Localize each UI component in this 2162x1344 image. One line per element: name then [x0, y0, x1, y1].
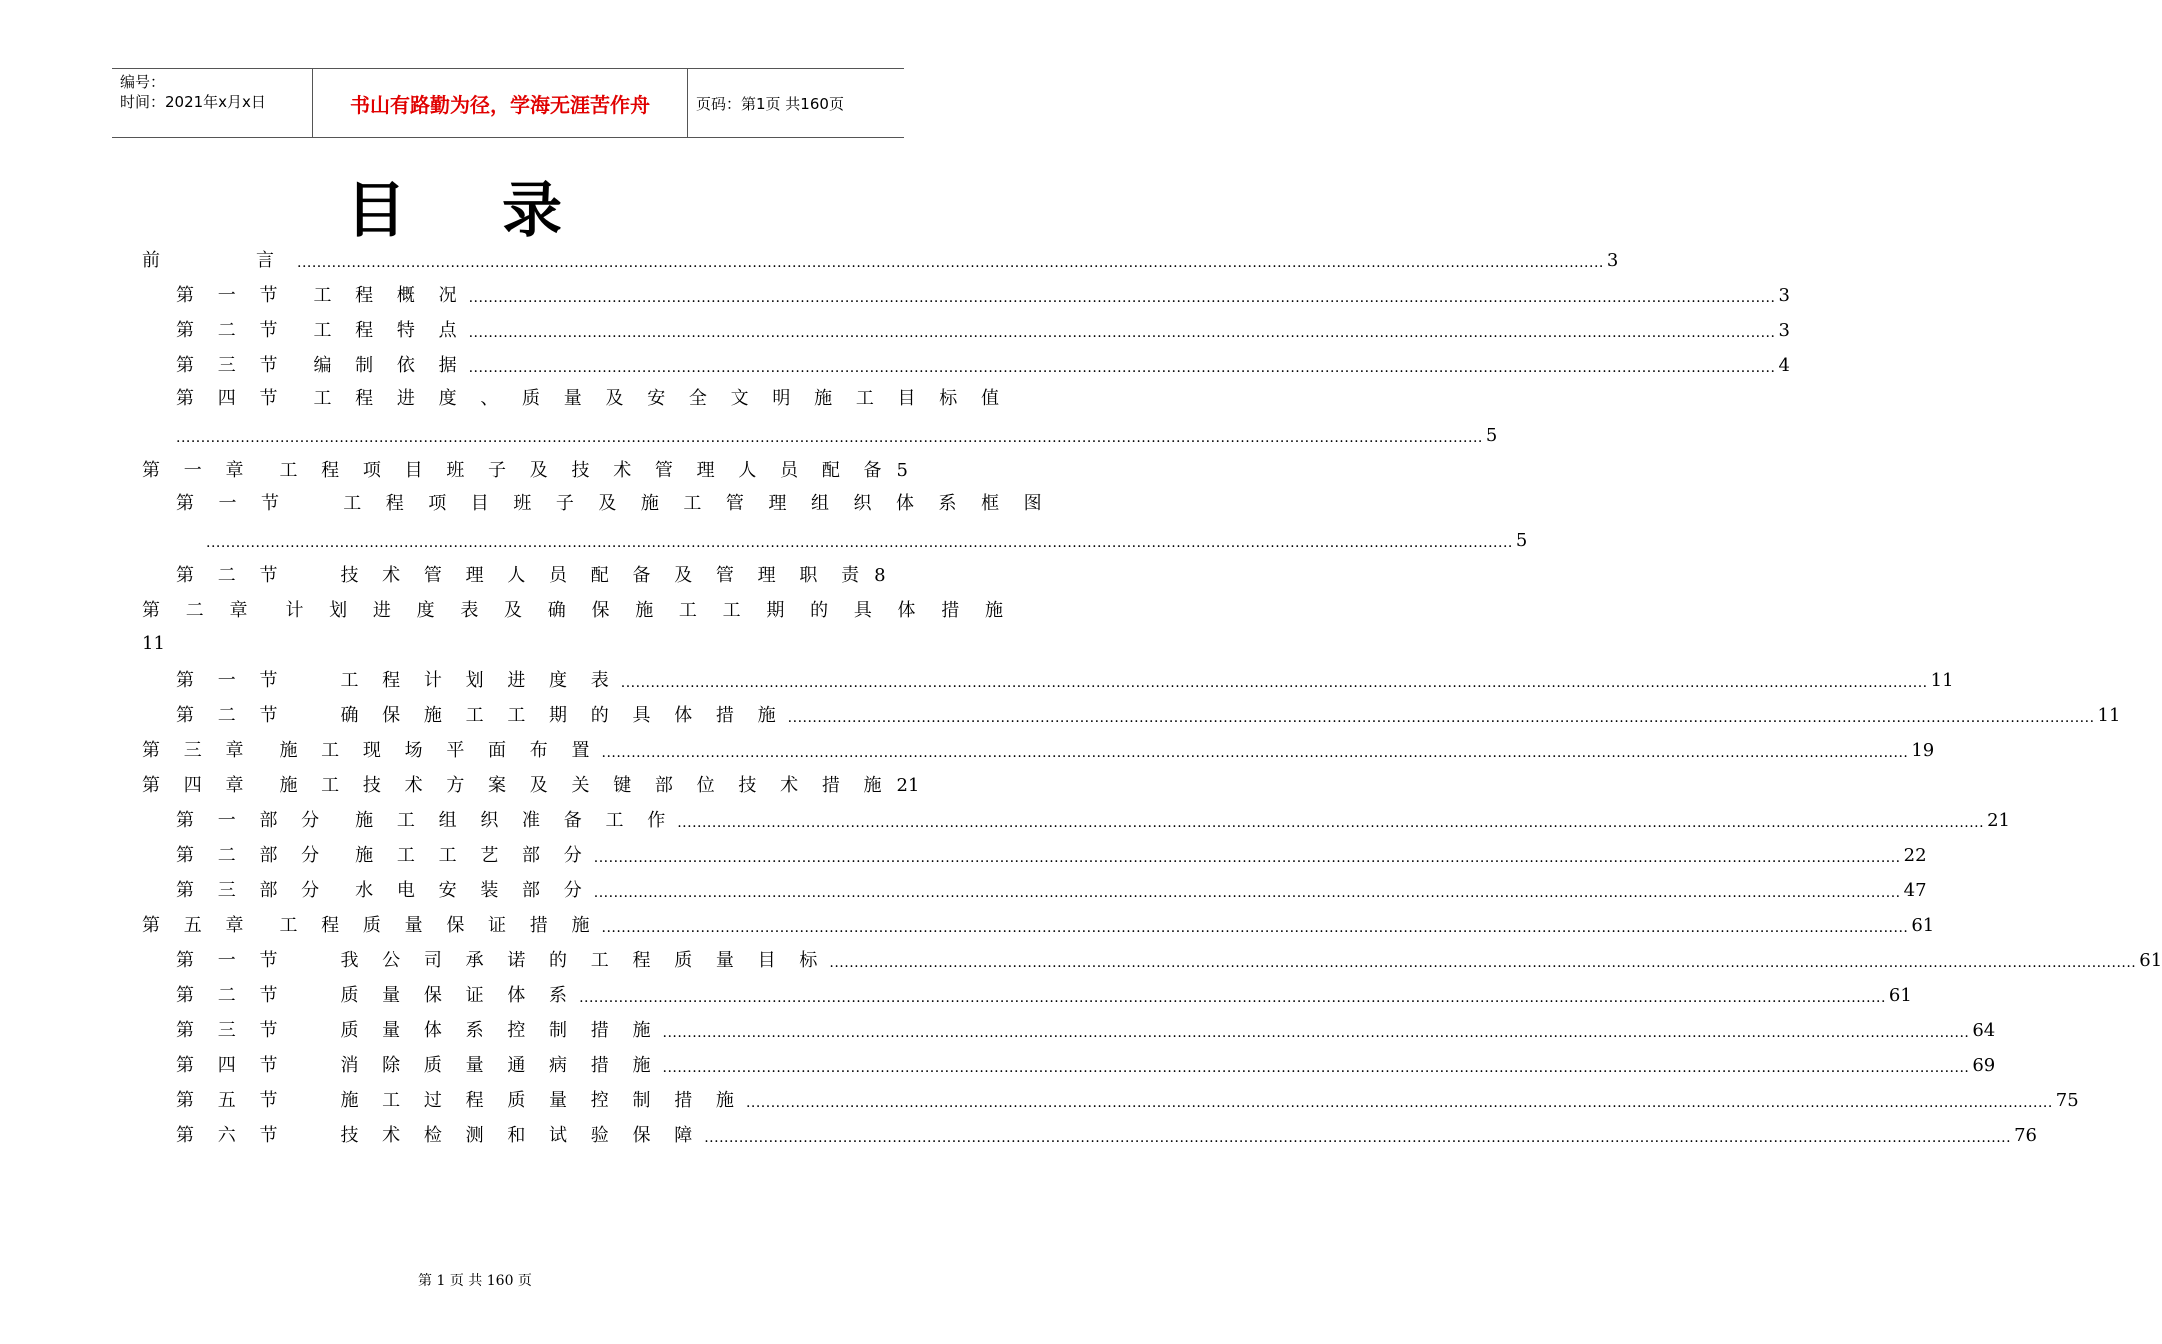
toc-entry[interactable] — [142, 457, 908, 483]
toc-entry[interactable] — [176, 1122, 2037, 1148]
toc-entry[interactable] — [142, 912, 1935, 938]
toc-leader-dots — [206, 533, 1513, 553]
toc-entry-page: 61 — [1911, 915, 1935, 936]
toc-entry-page: 22 — [1903, 845, 1927, 866]
toc-entry-page: 76 — [2014, 1125, 2037, 1146]
toc-entry-label: 第 三 章 施 工 现 场 平 面 布 置 — [142, 740, 599, 761]
toc-entry-label: 第 五 章 工 程 质 量 保 证 措 施 — [142, 915, 599, 936]
toc-entry-label: 第 二 章 计 划 进 度 表 及 确 保 施 工 工 期 的 具 体 措 施 — [142, 600, 1013, 621]
toc-entry[interactable] — [176, 282, 1790, 308]
toc-entry-label: 第 三 节 编 制 依 据 — [176, 355, 466, 376]
toc-leader-dots — [469, 323, 1776, 343]
toc-leader-dots — [297, 253, 1604, 273]
toc-entry[interactable] — [176, 947, 2162, 973]
toc-entry[interactable] — [176, 842, 1927, 868]
toc-entry-label: 第 五 节 施 工 过 程 质 量 控 制 措 施 — [176, 1090, 743, 1111]
toc-entry-page: 5 — [1485, 425, 1498, 446]
toc-leader-dots — [602, 743, 1909, 763]
page-footer: 第 1 页 共 160 页 — [418, 1273, 532, 1289]
toc-entry-label: 第 一 章 工 程 项 目 班 子 及 技 术 管 理 人 员 配 备 — [142, 460, 891, 481]
toc-leader-dots — [594, 848, 1901, 868]
toc-entry-page[interactable]: 11 — [142, 633, 165, 654]
toc-entry-label[interactable]: 第 四 节 工 程 进 度 、 质 量 及 安 全 文 明 施 工 目 标 值 — [176, 388, 1008, 409]
toc-entry-page: 5 — [1515, 530, 1528, 551]
toc-leader-dots — [677, 813, 1984, 833]
toc-entry-page: 47 — [1903, 880, 1927, 901]
header-page-info: 页码：第1页 共160页 — [696, 94, 844, 113]
toc-entry-page: 3 — [1606, 250, 1619, 271]
toc-entry-page: 11 — [2097, 705, 2121, 726]
toc-entry-continuation[interactable] — [176, 527, 1528, 553]
toc-entry[interactable] — [142, 597, 1013, 623]
header-divider — [687, 69, 688, 137]
toc-entry-label: 第 二 节 工 程 特 点 — [176, 320, 466, 341]
toc-leader-dots — [704, 1128, 2011, 1148]
toc-entry-label: 第 三 部 分 水 电 安 装 部 分 — [176, 880, 591, 901]
toc-entry[interactable] — [176, 562, 886, 588]
toc-entry-label: 第 三 节 质 量 体 系 控 制 措 施 — [176, 1020, 660, 1041]
toc-entry[interactable] — [176, 667, 1954, 693]
toc-leader-dots — [663, 1058, 1970, 1078]
toc-entry-page: 64 — [1972, 1020, 1996, 1041]
toc-entry[interactable] — [176, 877, 1927, 903]
toc-entry-label: 第 四 章 施 工 技 术 方 案 及 关 键 部 位 技 术 措 施 — [142, 775, 891, 796]
toc-leader-dots — [829, 953, 2136, 973]
toc-leader-dots — [788, 708, 2095, 728]
toc-entry-page: 8 — [874, 565, 886, 586]
toc-leader-dots — [621, 673, 1928, 693]
toc-entry-page: 21 — [896, 775, 920, 796]
header-motto: 书山有路勤为径，学海无涯苦作舟 — [350, 92, 650, 117]
toc-entry[interactable] — [176, 1017, 1996, 1043]
toc-entry-continuation[interactable] — [176, 422, 1498, 448]
toc-entry-label: 第 一 节 工 程 计 划 进 度 表 — [176, 670, 618, 691]
toc-entry-page: 69 — [1972, 1055, 1996, 1076]
toc-leader-dots — [602, 918, 1909, 938]
toc-entry-label: 第 六 节 技 术 检 测 和 试 验 保 障 — [176, 1125, 702, 1146]
toc-leader-dots — [746, 1093, 2053, 1113]
toc-entry-label: 第 二 节 确 保 施 工 工 期 的 具 体 措 施 — [176, 705, 785, 726]
toc-leader-dots — [176, 428, 1483, 448]
toc-entry-page: 75 — [2055, 1090, 2079, 1111]
toc-entry-page: 5 — [896, 460, 908, 481]
toc-entry-page: 61 — [2139, 950, 2162, 971]
toc-entry-page: 61 — [1888, 985, 1912, 1006]
toc-entry-label: 第 二 节 质 量 保 证 体 系 — [176, 985, 577, 1006]
toc-entry-label[interactable]: 第 一 节 工 程 项 目 班 子 及 施 工 管 理 组 织 体 系 框 图 — [176, 493, 1051, 514]
toc-entry[interactable] — [142, 247, 1619, 273]
toc-entry-label: 第 二 部 分 施 工 工 艺 部 分 — [176, 845, 591, 866]
page-title: 目录 — [346, 176, 658, 246]
document-code-label: 编号： — [120, 73, 166, 91]
toc-entry[interactable] — [176, 317, 1790, 343]
document-date: 时间：2021年x月x日 — [120, 93, 266, 111]
toc-leader-dots — [469, 358, 1776, 378]
toc-leader-dots — [579, 988, 1886, 1008]
toc-entry-label: 第 一 节 我 公 司 承 诺 的 工 程 质 量 目 标 — [176, 950, 827, 971]
header-divider — [312, 69, 313, 137]
toc-leader-dots — [594, 883, 1901, 903]
toc-entry[interactable] — [176, 1087, 2079, 1113]
toc-entry-page: 3 — [1778, 320, 1790, 341]
toc-entry-label: 第 一 部 分 施 工 组 织 准 备 工 作 — [176, 810, 675, 831]
toc-entry[interactable] — [142, 772, 920, 798]
toc-entry[interactable] — [142, 737, 1935, 763]
header-meta — [120, 69, 310, 137]
toc-leader-dots — [469, 288, 1776, 308]
toc-entry[interactable] — [176, 807, 2010, 833]
toc-entry-page: 21 — [1987, 810, 2010, 831]
toc-entry[interactable] — [176, 1052, 1996, 1078]
toc-entry-page: 19 — [1911, 740, 1935, 761]
toc-entry[interactable] — [176, 982, 1912, 1008]
toc-entry-label: 第 四 节 消 除 质 量 通 病 措 施 — [176, 1055, 660, 1076]
toc-leader-dots — [663, 1023, 1970, 1043]
toc-entry-label: 前 言 — [142, 250, 294, 271]
toc-entry-label: 第 一 节 工 程 概 况 — [176, 285, 466, 306]
toc-entry-label: 第 二 节 技 术 管 理 人 员 配 备 及 管 理 职 责 — [176, 565, 869, 586]
toc-entry-page: 3 — [1778, 285, 1790, 306]
document-header — [112, 68, 904, 138]
toc-entry[interactable] — [176, 352, 1790, 378]
toc-entry-page: 11 — [1930, 670, 1954, 691]
toc-entry[interactable] — [176, 702, 2121, 728]
toc-entry-page: 4 — [1778, 355, 1790, 376]
